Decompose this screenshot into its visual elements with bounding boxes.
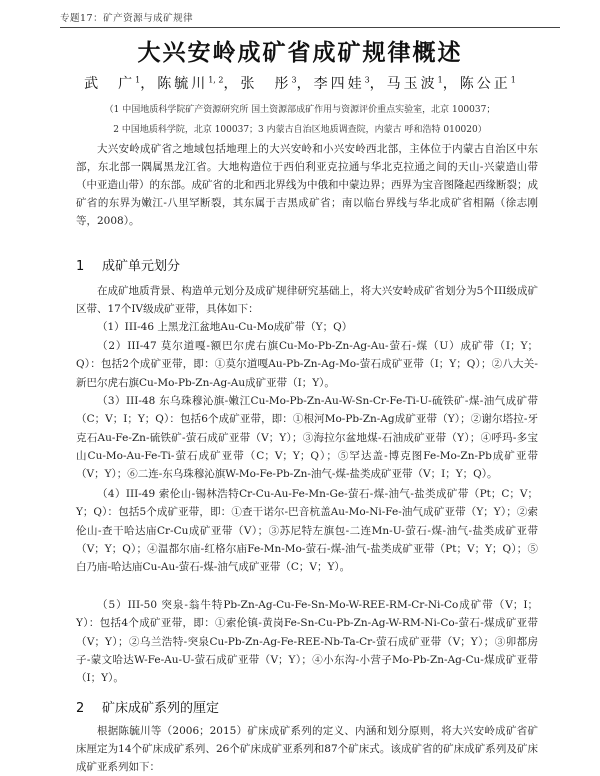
author-name: 陈公正 bbox=[459, 76, 511, 92]
belt-item-3: （3）III-48 东乌珠穆沁旗-嫩江Cu-Mo-Pb-Zn-Au-W-Sn-Cr-Fe-Ti-U-硫铁矿-煤-油气成矿带（C；V；I；Y；Q）：包括6个成矿亚带，即：①根河Mo-Pb-Zn-Ag成矿亚带（Y）；②谢尔塔拉-牙克石Au-Fe-Zn-硫铁矿-萤石成矿亚带（V；Y）；③海拉尔盆地煤-石油成矿亚带（Y）；④呼玛-多宝山Cu-Mo-Au-Fe-Ti-萤石成矿亚带（C；V；Y；Q）；⑤罕达盖-博克图Fe-Mo-Zn-Pb成矿亚带（V；Y）；⑥二连-东乌珠穆沁旗W-Mo-Fe-Pb-Zn-油气-煤-盐类成矿亚带（V；I；Y；Q）。 bbox=[76, 395, 538, 481]
affiliation-line-1: （1 中国地质科学院矿产资源研究所 国土资源部成矿作用与资源评价重点实验室，北京 100037； bbox=[104, 105, 496, 115]
author-affiliation-mark: 1 bbox=[135, 75, 141, 85]
section-title: 成矿单元划分 bbox=[102, 259, 181, 274]
section2-paragraph: 根据陈毓川等（2006；2015）矿床成矿系列的定义、内涵和划分原则，将大兴安岭成矿省矿床厘定为14个矿床成矿系列、26个矿床成矿亚系列和87个矿床式。该成矿省的矿床成矿系列及矿床成矿亚系列如下： bbox=[76, 725, 538, 773]
intro-paragraph: 大兴安岭成矿省之地域包括地理上的大兴安岭和小兴安岭西北部，主体位于内蒙古自治区中东部，东北部一隅属黑龙江省。大地构造位于西伯利亚克拉通与华北克拉通之间的天山-兴蒙造山带（中亚造山带）的东部。成矿省的北和西北界线为中俄和中蒙边界；西界为宝音图隆起西缘断裂；成矿省的东界为嫩江-八里罕断裂，其东属于吉黑成矿省；南以临台界线与华北成矿省相隔（徐志刚等，2008）。 bbox=[76, 143, 538, 227]
running-header: 专题17：矿产资源与成矿规律 bbox=[60, 10, 560, 28]
author-affiliation-mark: 1 bbox=[510, 75, 516, 85]
section1-intro-paragraph: 在成矿地质背景、构造单元划分及成矿规律研究基础上，将大兴安岭成矿省划分为5个III级成矿区带、17个IV级成矿亚带，具体如下： bbox=[76, 285, 538, 315]
author-affiliation-mark: 1 bbox=[437, 75, 443, 85]
author-name: 马玉波 bbox=[386, 76, 438, 92]
section-heading-2 bbox=[76, 697, 219, 716]
paper-title: 大兴安岭成矿省成矿规律概述 bbox=[137, 40, 463, 66]
section-heading-1 bbox=[76, 255, 180, 274]
section-title: 矿床成矿系列的厘定 bbox=[102, 701, 220, 716]
author-affiliation-mark: 3 bbox=[291, 75, 297, 85]
author-name: 张 彤 bbox=[240, 76, 292, 92]
belt-item-2: （2）III-47 莫尔道嘎-额巴尔虎右旗Cu-Mo-Pb-Zn-Ag-Au-萤石-煤（U）成矿带（I；Y；Q）：包括2个成矿亚带，即：①莫尔道嘎Au-Pb-Zn-Ag-Mo-萤石成矿亚带（I；Y；Q）；②八大关-新巴尔虎右旗Cu-Mo-Pb-Zn-Ag-Au成矿亚带（I；Y）。 bbox=[76, 340, 538, 389]
author-affiliation-mark: 3 bbox=[364, 75, 370, 85]
author-name: 武 广 bbox=[84, 76, 136, 92]
section-number: 2 bbox=[76, 701, 85, 716]
author-name: 李四娃 bbox=[313, 76, 365, 92]
belt-item-4: （4）III-49 索伦山-锡林浩特Cr-Cu-Au-Fe-Mn-Ge-萤石-煤-油气-盐类成矿带（Pt；C；V；Y；Q）：包括5个成矿亚带，即：①查干诺尔-巴音杭盖Au-Mo-Ni-Fe-油气成矿亚带（Y；Y）；②索伦山-查干哈达庙Cr-Cu成矿亚带（V）；③苏尼特左旗包-二连Mn-U-萤石-煤-油气-盐类成矿亚带（V；Y；Q）；④温都尔庙-红格尔庙Fe-Mn-Mo-萤石-煤-油气-盐类成矿亚带（Pt；V；Y；Q）；⑤白乃庙-哈达庙Cu-Au-萤石-煤-油气成矿亚带（C；V；Y）。 bbox=[76, 488, 538, 574]
author-list: 武 广$^1$，陈毓川$^{1, 2}$，张 彤$^3$，李四娃$^3$，马玉波$^1$，陈公正$^1$ bbox=[84, 75, 516, 92]
author-name: 陈毓川 bbox=[157, 76, 209, 92]
section-number: 1 bbox=[76, 259, 85, 274]
author-affiliation-mark: 1, 2 bbox=[208, 75, 224, 85]
belt-item-1: （1）III-46 上黑龙江盆地Au-Cu-Mo成矿带（Y；Q） bbox=[97, 321, 353, 333]
affiliation-line-2: 2 中国地质科学院，北京 100037；3 内蒙古自治区地质调查院，内蒙古 呼和浩特 010020） bbox=[113, 125, 487, 135]
belt-item-5: （5）III-50 突泉-翁牛特Pb-Zn-Ag-Cu-Fe-Sn-Mo-W-REE-RM-Cr-Ni-Co成矿带（V；I；Y）：包括4个成矿亚带，即：①索伦镇-黄岗Fe-Sn-Cu-Pb-Zn-Ag-W-RM-Ni-Co-萤石-煤成矿亚带（V；Y）；②乌兰浩特-突泉Cu-Pb-Zn-Ag-Fe-REE-Nb-Ta-Cr-萤石成矿亚带（V；Y）；③卯都房子-蒙文哈达W-Fe-Au-U-萤石成矿亚带（V；Y）；④小东沟-小营子Mo-Pb-Zn-Ag-Cu-煤成矿亚带（I；Y）。 bbox=[76, 599, 538, 685]
